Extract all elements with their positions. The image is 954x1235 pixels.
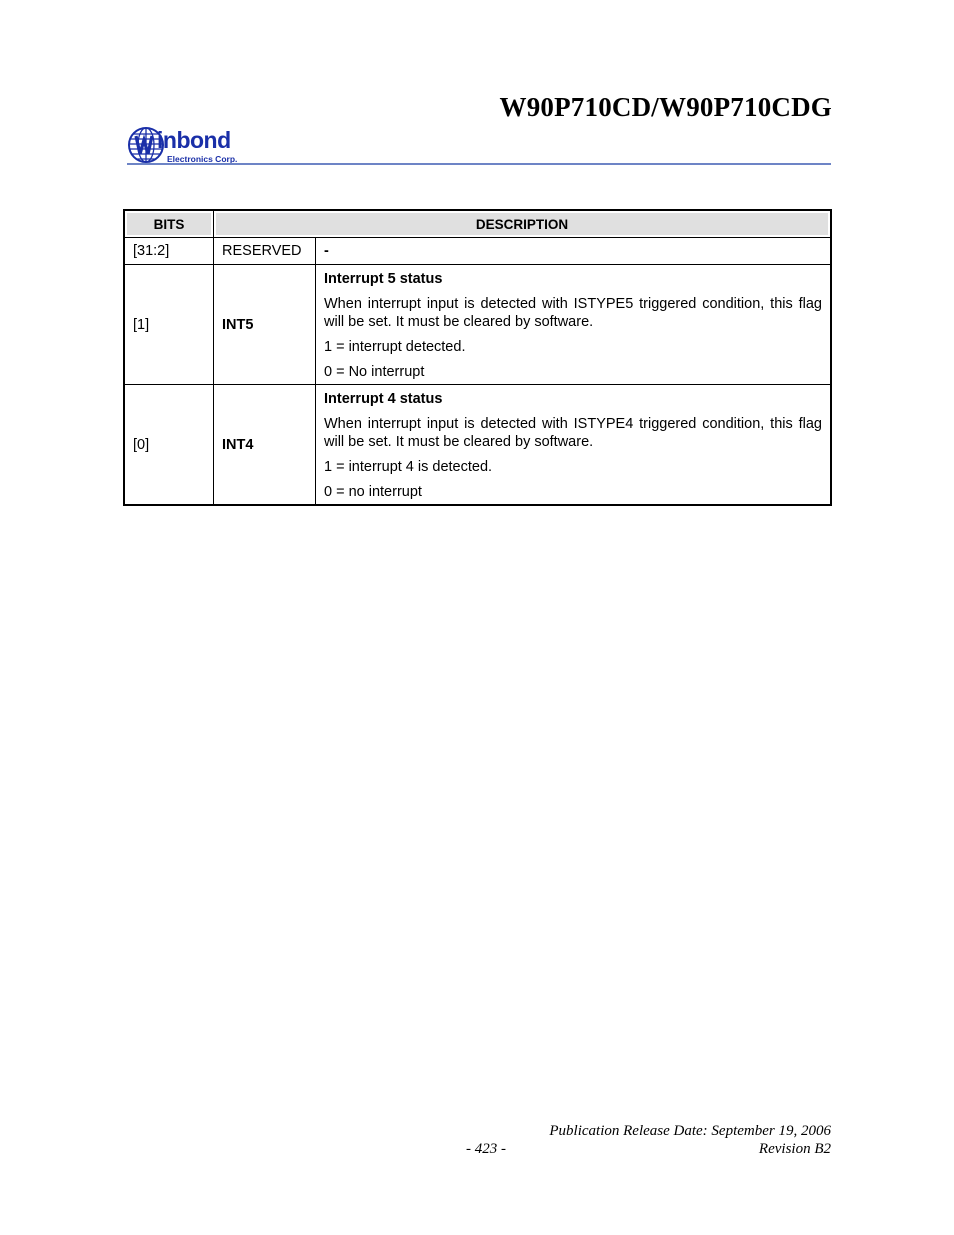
header-divider bbox=[127, 163, 831, 165]
description-cell bbox=[316, 265, 832, 385]
table-header-row bbox=[124, 210, 831, 238]
logo-subtitle: Electronics Corp. bbox=[167, 154, 238, 164]
bits-column-header: BITS bbox=[124, 210, 214, 238]
bits-cell: [31:2] bbox=[124, 238, 214, 265]
description-title: Interrupt 5 status bbox=[324, 271, 443, 287]
description-text: 0 = No interrupt bbox=[324, 364, 425, 380]
description-title: Interrupt 4 status bbox=[324, 391, 443, 407]
document-title: W90P710CD/W90P710CDG bbox=[499, 92, 832, 122]
description-text: 1 = interrupt 4 is detected. bbox=[324, 459, 493, 475]
description-text: 0 = no interrupt bbox=[324, 484, 422, 500]
table-row bbox=[124, 238, 831, 265]
field-name-cell: INT4 bbox=[214, 385, 316, 506]
description-text: 1 = interrupt detected. bbox=[324, 339, 466, 355]
table-row bbox=[124, 265, 831, 385]
description-cell: - bbox=[316, 238, 832, 265]
field-name-cell: INT5 bbox=[214, 265, 316, 385]
description-column-header: DESCRIPTION bbox=[214, 210, 832, 238]
bits-cell: [0] bbox=[124, 385, 214, 506]
field-name-cell: RESERVED bbox=[214, 238, 316, 265]
winbond-logo bbox=[127, 125, 257, 167]
register-table bbox=[123, 209, 832, 506]
publication-release-date: Publication Release Date: September 19, 2006 bbox=[549, 1123, 831, 1139]
bits-cell: [1] bbox=[124, 265, 214, 385]
logo-wordmark: inbond bbox=[157, 127, 231, 153]
revision-label: Revision B2 bbox=[758, 1141, 831, 1157]
table-row bbox=[124, 385, 831, 506]
description-text: When interrupt input is detected with ISTYPE4 triggered condition, this flag will be set. It must be cleared by software. bbox=[324, 416, 822, 450]
description-cell bbox=[316, 385, 832, 506]
footer-release-info bbox=[549, 1122, 831, 1158]
description-text: When interrupt input is detected with ISTYPE5 triggered condition, this flag will be set. It must be cleared by software. bbox=[324, 296, 822, 330]
page-number: - 423 - bbox=[466, 1141, 506, 1157]
